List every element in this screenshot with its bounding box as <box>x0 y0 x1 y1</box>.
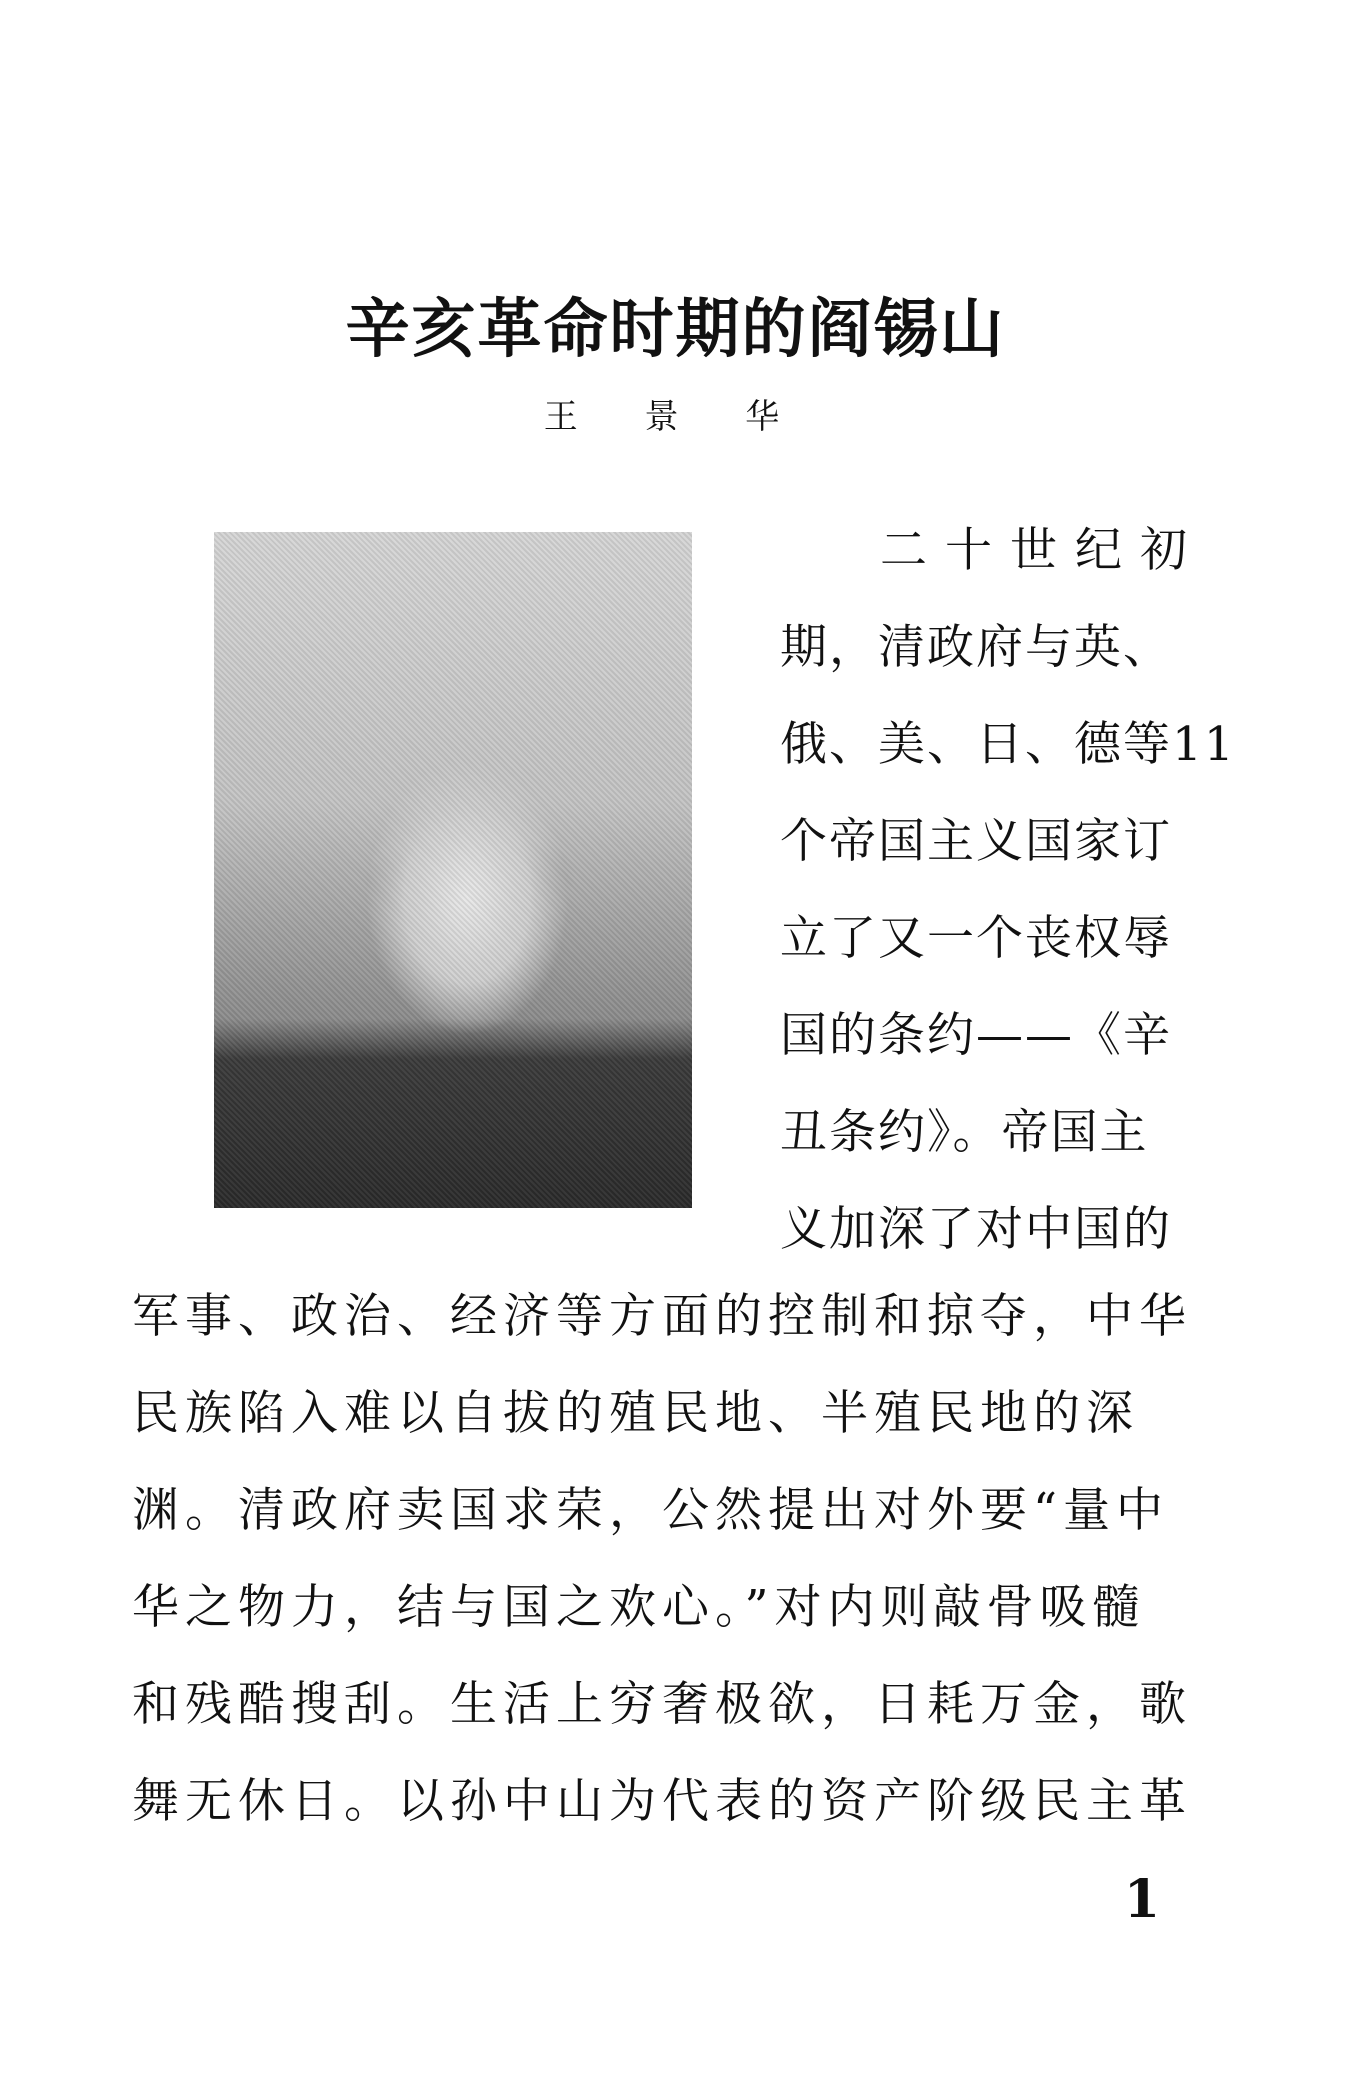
text-line: 国的条约——《辛 <box>780 1008 1172 1063</box>
text-line: 和残酷搜刮。生活上穷奢极欲，日耗万金，歌 <box>132 1677 1192 1732</box>
body-text-block <box>132 1268 1222 1850</box>
text-line: 义加深了对中国的 <box>780 1202 1172 1257</box>
text-line: 渊。清政府卖国求荣，公然提出对外要“量中 <box>132 1483 1170 1538</box>
text-line: 舞无休日。以孙中山为代表的资产阶级民主革 <box>132 1774 1192 1829</box>
text-line: 个帝国主义国家订 <box>780 814 1172 869</box>
article-author: 王 景 华 <box>543 397 808 437</box>
text-line: 期，清政府与英、 <box>780 620 1172 675</box>
text-line: 军事、政治、经济等方面的控制和掠夺，中华 <box>132 1289 1192 1344</box>
text-line: 民族陷入难以自拔的殖民地、半殖民地的深 <box>132 1386 1139 1441</box>
text-line: 华之物力，结与国之欢心。”对内则敲骨吸髓 <box>132 1580 1146 1635</box>
text-line: 丑条约》。帝国主 <box>780 1105 1149 1160</box>
text-line: 俄、美、日、德等11 <box>780 717 1236 772</box>
text-line: 立了又一个丧权辱 <box>780 911 1172 966</box>
article-title: 辛亥革命时期的阎锡山 <box>345 292 1006 367</box>
page-number: 1 <box>1123 1869 1160 1930</box>
side-text-block <box>780 502 1236 1278</box>
portrait-photo <box>214 532 692 1208</box>
text-line: 二十世纪初 <box>880 523 1205 578</box>
